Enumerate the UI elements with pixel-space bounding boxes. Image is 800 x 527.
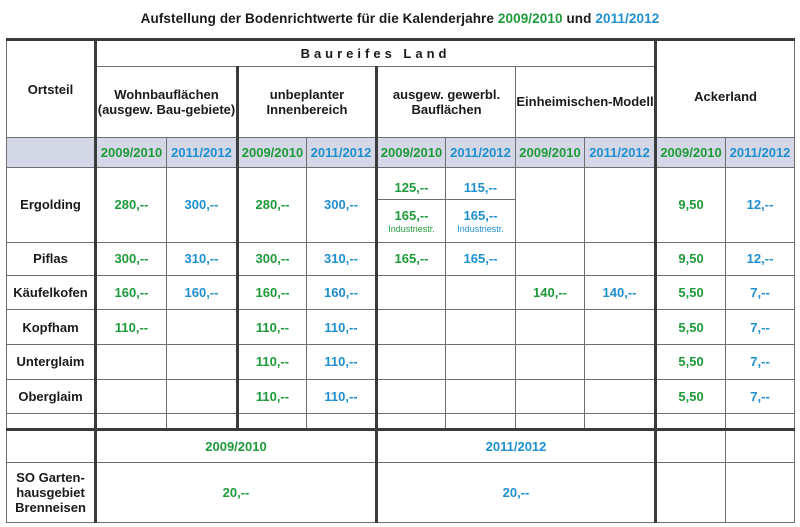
cell-inn-b: 110,-- [307,344,377,379]
year-header-ein-a: 2009/2010 [516,138,585,168]
cell-wohn-b: 160,-- [167,276,238,310]
title-prefix: Aufstellung der Bodenrichtwerte für die Kalenderjahre [140,11,495,26]
year-header-acker-a: 2009/2010 [656,138,726,168]
cell-acker-b: 12,-- [726,167,795,242]
spacer-row [7,414,795,429]
cell-gew-b [446,344,516,379]
cell-acker-b: 12,-- [726,242,795,276]
cell-ein-a: 140,-- [516,276,585,310]
note-industriestr: Industriestr. [457,223,504,234]
header-gewerbl-bauflaechen: ausgew. gewerbl. Bauflächen [377,66,516,138]
cell-wohn-a: 160,-- [96,276,167,310]
cell-inn-b: 310,-- [307,242,377,276]
so-blank [656,429,726,462]
title-and: und [566,11,592,26]
year-header-ein-b: 2011/2012 [585,138,656,168]
year-header-blank [7,138,96,168]
cell-acker-b: 7,-- [726,276,795,310]
cell-inn-a: 300,-- [238,242,307,276]
cell-gew-a [377,344,446,379]
header-innenbereich: unbeplanter Innenbereich [238,66,377,138]
table-row [7,344,795,379]
cell-wohn-b [167,379,238,414]
cell-acker-b: 7,-- [726,344,795,379]
cell-wohn-a: 300,-- [96,242,167,276]
value: 165,-- [463,207,498,223]
spacer-cell [96,414,167,429]
cell-inn-a: 110,-- [238,310,307,345]
title-year-2: 2011/2012 [595,11,660,26]
cell-gew-b: 115,-- [446,167,516,199]
cell-gew-a: 125,-- [377,167,446,199]
cell-gew-a [377,310,446,345]
spacer-cell [656,414,726,429]
year-header-inn-b: 2011/2012 [307,138,377,168]
so-blank [726,429,795,462]
cell-ein-a [516,167,585,242]
year-header-wohn-b: 2011/2012 [167,138,238,168]
cell-ein-b [585,242,656,276]
cell-gew-a: 165,-- [377,242,446,276]
cell-inn-a: 110,-- [238,379,307,414]
cell-wohn-a [96,344,167,379]
cell-ein-b [585,344,656,379]
cell-ein-b [585,167,656,242]
row-name-so-gartenhausgebiet: SO Garten-hausgebiet Brenneisen [7,462,96,522]
row-name-kopfham: Kopfham [7,310,96,345]
note-industriestr: Industriestr. [388,223,435,234]
spacer-cell [585,414,656,429]
cell-ein-a [516,242,585,276]
cell-ein-a [516,344,585,379]
cell-wohn-a [96,379,167,414]
so-value-a: 20,-- [96,462,377,522]
so-blank [7,429,96,462]
table-row [7,379,795,414]
cell-gew-b [446,379,516,414]
cell-inn-a: 160,-- [238,276,307,310]
spacer-cell [307,414,377,429]
cell-gew-b: 165,-- [446,242,516,276]
cell-ein-b [585,310,656,345]
cell-wohn-b: 310,-- [167,242,238,276]
header-einheimischen-modell: Einheimischen-Modell [516,66,656,138]
bodenrichtwerte-table [6,38,795,523]
cell-wohn-b [167,310,238,345]
table-row [7,167,795,199]
year-header-gew-b: 2011/2012 [446,138,516,168]
cell-inn-b: 110,-- [307,310,377,345]
spacer-cell [516,414,585,429]
cell-acker-a: 5,50 [656,379,726,414]
spacer-cell [238,414,307,429]
year-header-wohn-a: 2009/2010 [96,138,167,168]
header-ackerland: Ackerland [656,40,795,138]
cell-gew-a [377,379,446,414]
cell-acker-a: 9,50 [656,242,726,276]
cell-acker-b: 7,-- [726,310,795,345]
cell-inn-a: 280,-- [238,167,307,242]
row-name-unterglaim: Unterglaim [7,344,96,379]
cell-acker-a: 5,50 [656,344,726,379]
cell-wohn-a: 110,-- [96,310,167,345]
cell-inn-b: 300,-- [307,167,377,242]
so-value-row [7,462,795,522]
so-blank [726,462,795,522]
cell-wohn-b [167,344,238,379]
spacer-cell [446,414,516,429]
cell-ein-b [585,379,656,414]
value: 165,-- [394,207,429,223]
page-title [0,11,800,26]
year-header-inn-a: 2009/2010 [238,138,307,168]
cell-ein-a [516,379,585,414]
row-name-ergolding: Ergolding [7,167,96,242]
table-row [7,276,795,310]
so-value-b: 20,-- [377,462,656,522]
cell-gew-b [446,310,516,345]
spacer-cell [167,414,238,429]
cell-wohn-b: 300,-- [167,167,238,242]
so-blank [656,462,726,522]
cell-acker-a: 5,50 [656,276,726,310]
title-year-1: 2009/2010 [497,11,563,26]
spacer-cell [726,414,795,429]
header-wohnbauflaechen: Wohnbauflächen (ausgew. Bau-gebiete) [96,66,238,138]
table-row [7,310,795,345]
spacer-cell [7,414,96,429]
cell-inn-a: 110,-- [238,344,307,379]
cell-gew-b [446,276,516,310]
cell-acker-b: 7,-- [726,379,795,414]
header-baureifes-land: Baureifes Land [96,40,656,67]
cell-gew-industrie-a [377,199,446,242]
row-name-oberglaim: Oberglaim [7,379,96,414]
table-row [7,242,795,276]
spacer-cell [377,414,446,429]
cell-ein-a [516,310,585,345]
header-ortsteil: Ortsteil [7,40,96,138]
cell-ein-b: 140,-- [585,276,656,310]
cell-acker-a: 5,50 [656,310,726,345]
row-name-kaeufelkofen: Käufelkofen [7,276,96,310]
so-year-a: 2009/2010 [96,429,377,462]
cell-acker-a: 9,50 [656,167,726,242]
so-header-row [7,429,795,462]
cell-gew-a [377,276,446,310]
year-header-gew-a: 2009/2010 [377,138,446,168]
cell-inn-b: 110,-- [307,379,377,414]
cell-inn-b: 160,-- [307,276,377,310]
so-year-b: 2011/2012 [377,429,656,462]
row-name-piflas: Piflas [7,242,96,276]
cell-wohn-a: 280,-- [96,167,167,242]
cell-gew-industrie-b [446,199,516,242]
year-header-acker-b: 2011/2012 [726,138,795,168]
